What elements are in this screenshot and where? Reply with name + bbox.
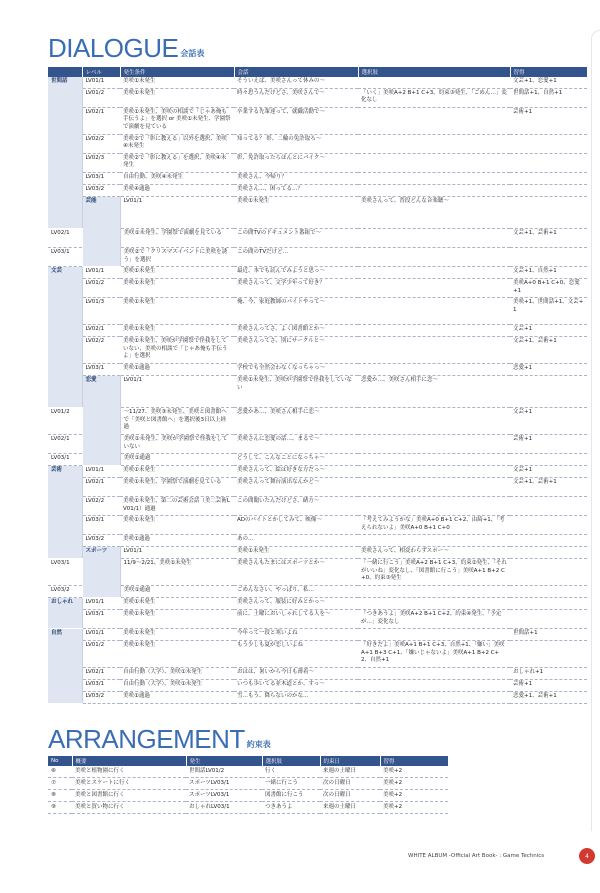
dialogue-level: LV03/1 [48, 559, 82, 586]
dialogue-gain: 世間話+1、自然+1 [510, 89, 587, 108]
dialogue-level: LV01/1 [82, 267, 120, 279]
arrangement-row [48, 778, 448, 790]
dialogue-talk: 美咲さんに恋愛の話…、まるで〜 [234, 435, 358, 454]
dialogue-row [48, 466, 587, 478]
dialogue-row [48, 435, 587, 454]
dialogue-condition: 自由行動（大学）、美咲①未発生 [120, 680, 234, 692]
dialogue-row [48, 559, 587, 586]
arr-date: 来週の土曜日 [320, 802, 380, 814]
dialogue-choice [510, 376, 587, 408]
dialogue-condition: 美咲①未発生 [120, 325, 234, 337]
dialogue-level: LV01/1 [82, 598, 120, 610]
dialogue-header-row [48, 67, 587, 77]
dialogue-row [48, 337, 587, 364]
dialogue-row [48, 408, 587, 435]
dialogue-choice [358, 535, 510, 547]
dialogue-talk: 美咲さんって、文学少年って好き？ [234, 279, 358, 298]
arr-trigger: おしゃれLV03/1 [186, 802, 262, 814]
dialogue-choice [510, 197, 587, 229]
dialogue-row [48, 279, 587, 298]
arr-header-trigger: 発生 [186, 756, 262, 766]
dialogue-gain [510, 248, 587, 267]
arrangement-header-row [48, 756, 448, 766]
dialogue-choice [358, 364, 510, 376]
dialogue-choice [358, 229, 510, 248]
dialogue-row [48, 516, 587, 535]
dialogue-level: LV01/1 [82, 466, 120, 478]
dialogue-condition: 美咲①通過 [120, 535, 234, 547]
header-gain: 習得 [510, 67, 587, 77]
dialogue-talk: 美咲さんって、服装に好みとかっ〜 [234, 598, 358, 610]
dialogue-gain [510, 641, 587, 668]
dialogue-row [48, 497, 587, 516]
dialogue-level: LV03/1 [48, 248, 82, 267]
dialogue-choice [358, 598, 510, 610]
dialogue-level: LV02/2 [82, 337, 120, 364]
dialogue-talk: 知ってる？ 彰、二輪の免許取ろ〜 [234, 135, 358, 154]
dialogue-row [48, 629, 587, 641]
dialogue-level: LV01/1 [82, 77, 120, 89]
arr-summary: 美咲と買い物に行く [72, 802, 186, 814]
dialogue-condition: 美咲①未発生、第二の芸術会話（美二芸術LV01/1）通過 [120, 497, 234, 516]
dialogue-choice [358, 497, 510, 516]
dialogue-choice [358, 154, 510, 173]
arr-trigger: スポーツLV03/1 [186, 790, 262, 802]
dialogue-choice [358, 337, 510, 364]
arr-no: ⑧ [48, 790, 72, 802]
dialogue-choice [358, 478, 510, 497]
dialogue-gain: 文芸+1、芸術+1 [510, 337, 587, 364]
dialogue-condition: 美咲④通過 [120, 185, 234, 197]
header-condition: 発生条件 [120, 67, 234, 77]
arrangement-body [48, 766, 448, 814]
arr-header-choice: 選択肢 [262, 756, 320, 766]
dialogue-talk: ADのバイトとかしてみて、映像〜 [234, 516, 358, 535]
arr-no: ⑦ [48, 778, 72, 790]
dialogue-talk: 恋愛か…、美咲さん相手に恋〜 [358, 376, 510, 408]
dialogue-level: LV01/1 [120, 197, 234, 229]
dialogue-row [48, 197, 587, 229]
dialogue-talk: 美咲さんって舞台演出なんかど〜 [234, 478, 358, 497]
dialogue-condition: 美咲①未発生 [120, 298, 234, 325]
arrangement-subtitle: 約束表 [246, 740, 271, 749]
page-edge-decoration [591, 30, 600, 831]
dialogue-level: LV03/1 [82, 516, 120, 535]
dialogue-level: LV02/1 [82, 668, 120, 680]
dialogue-row [48, 598, 587, 610]
arr-choice: 一緒に行こう [262, 778, 320, 790]
dialogue-gain [510, 173, 587, 185]
dialogue-condition: 美咲①未発生 [120, 267, 234, 279]
dialogue-condition: 美咲①未発生 [120, 610, 234, 629]
dialogue-row [48, 535, 587, 547]
dialogue-choice [358, 668, 510, 680]
dialogue-talk: 今年って一段と寒いよね [234, 629, 358, 641]
dialogue-talk: 美咲さん、今帰り？ [234, 173, 358, 185]
dialogue-choice [358, 408, 510, 435]
arr-summary: 美咲と図書館に行く [72, 790, 186, 802]
arr-trigger: 世間話LV01/2 [186, 766, 262, 778]
dialogue-gain: 美咲A+0 B+1 C+0、恋愛+1 [510, 279, 587, 298]
dialogue-choice [358, 77, 510, 89]
arr-header-no: No [48, 756, 72, 766]
dialogue-row [48, 364, 587, 376]
dialogue-choice [358, 298, 510, 325]
dialogue-choice [358, 185, 510, 197]
dialogue-talk: 美咲さんって、絵は好きな方だっ〜 [234, 466, 358, 478]
arr-choice: 図書館に行こう [262, 790, 320, 802]
arr-gain: 美咲+2 [380, 778, 448, 790]
dialogue-condition: 美咲①未発生 [120, 466, 234, 478]
dialogue-category: 世間話 [48, 77, 82, 229]
dialogue-level: LV03/1 [82, 364, 120, 376]
dialogue-choice [510, 547, 587, 559]
dialogue-talk: 最近、本でも読んでみようと思っ〜 [234, 267, 358, 279]
arr-trigger: スポーツLV03/1 [186, 778, 262, 790]
dialogue-condition: 美咲①未発生 [120, 279, 234, 298]
dialogue-row [48, 325, 587, 337]
dialogue-level: LV02/3 [82, 154, 120, 173]
dialogue-gain: 世間話+1 [510, 629, 587, 641]
arrangement-row [48, 802, 448, 814]
dialogue-level: LV03/1 [82, 610, 120, 629]
dialogue-row [48, 89, 587, 108]
dialogue-row [48, 680, 587, 692]
dialogue-category: 恋愛 [82, 376, 120, 466]
dialogue-condition: 美咲①未発生 [120, 516, 234, 535]
dialogue-gain: 美咲+1、世間話+1、文芸+1 [510, 298, 587, 325]
arrangement-row [48, 790, 448, 802]
dialogue-gain: 文芸+1 [510, 466, 587, 478]
dialogue-choice [358, 108, 510, 135]
dialogue-gain: 文芸+1、芸術+1 [510, 478, 587, 497]
dialogue-level: LV03/2 [82, 185, 120, 197]
dialogue-condition: 美咲①未発生、美咲が学園祭で怪我をしていない、美咲の相談で「じゃあ俺も手伝うよ」を選択 [120, 337, 234, 364]
dialogue-gain [510, 154, 587, 173]
dialogue-gain [510, 559, 587, 586]
dialogue-talk: どうして、こんなことになっちゃ〜 [234, 454, 358, 466]
dialogue-level: LV03/2 [82, 535, 120, 547]
dialogue-level: LV02/1 [82, 325, 120, 337]
dialogue-choice [358, 692, 510, 704]
dialogue-choice [358, 454, 510, 466]
dialogue-talk: 彰、免許取ったらほんとにバイク〜 [234, 154, 358, 173]
arr-header-date: 約束日 [320, 756, 380, 766]
dialogue-row [48, 668, 587, 680]
dialogue-choice [358, 267, 510, 279]
dialogue-talk: 時々思うんだけどさ、美咲さんで〜 [234, 89, 358, 108]
arr-header-summary: 概要 [72, 756, 186, 766]
arr-summary: 美咲とスケートに行く [72, 778, 186, 790]
arrangement-title: ARRANGEMENT [48, 724, 245, 754]
dialogue-choice [358, 279, 510, 298]
dialogue-condition: 美咲①未発生、美咲が学園祭で怪我をしていない [120, 435, 234, 454]
dialogue-gain: 文芸+1、恋愛+1 [510, 77, 587, 89]
dialogue-gain [510, 586, 587, 598]
arrangement-heading [48, 726, 271, 752]
dialogue-choice [358, 173, 510, 185]
dialogue-row [48, 185, 587, 197]
dialogue-category: 文芸 [48, 267, 82, 408]
dialogue-level: LV03/2 [82, 692, 120, 704]
dialogue-row [48, 692, 587, 704]
dialogue-gain: 恋愛+1、芸術+1 [510, 692, 587, 704]
dialogue-talk: もう少しも夏が恋しいよね [234, 641, 358, 668]
dialogue-condition: 美咲②で「彰に教える」を選択、美咲④未発生 [120, 154, 234, 173]
dialogue-row [48, 248, 587, 267]
dialogue-choice [358, 135, 510, 154]
dialogue-condition: 美咲①通過 [120, 692, 234, 704]
dialogue-talk: おはは、暑いから今日も薄着〜 [234, 668, 358, 680]
dialogue-condition: 美咲①未発生 [234, 547, 358, 559]
dialogue-talk: 恋愛かあ…、美咲さん相手に恋〜 [234, 408, 358, 435]
dialogue-gain [510, 598, 587, 610]
dialogue-choice: 「つきあうよ」美咲A+2 B+1 C+2、約束④発生、「予定が…」変化なし [358, 610, 510, 629]
dialogue-talk: この間TVのドキュメント番組で〜 [234, 229, 358, 248]
page-number: 4 [579, 848, 595, 864]
dialogue-choice [358, 466, 510, 478]
dialogue-condition: 自由行動（大学）、美咲①未発生 [120, 668, 234, 680]
dialogue-choice [358, 586, 510, 598]
dialogue-row [48, 610, 587, 629]
dialogue-row [48, 376, 587, 408]
dialogue-row [48, 547, 587, 559]
dialogue-condition: 美咲①未発生 [120, 641, 234, 668]
dialogue-level: LV03/1 [82, 680, 120, 692]
dialogue-choice [358, 248, 510, 267]
dialogue-gain [510, 185, 587, 197]
dialogue-condition: 美咲①未発生 [234, 197, 358, 229]
dialogue-level: LV01/2 [82, 641, 120, 668]
dialogue-condition: 〜11/27、美咲③未発生、美咲と図書館へで「美咲と図書館へ」を選択後3日以上経過 [120, 408, 234, 435]
dialogue-talk: この間のTVだけど… [234, 248, 358, 267]
dialogue-body [48, 77, 587, 704]
dialogue-talk: 美咲さんって、相変わらずスポー〜 [358, 547, 510, 559]
dialogue-condition: 美咲①未発生 [120, 89, 234, 108]
dialogue-talk: 俺、今、家庭教師のバイトやって〜 [234, 298, 358, 325]
dialogue-talk: 美咲さんってさ、別にサークルと〜 [234, 337, 358, 364]
dialogue-level: LV01/3 [82, 298, 120, 325]
dialogue-level: LV02/2 [82, 135, 120, 154]
dialogue-level: LV01/1 [120, 376, 234, 408]
dialogue-gain [510, 535, 587, 547]
dialogue-heading [48, 35, 204, 61]
dialogue-condition: 美咲①未発生、学園祭で演劇を見ている [120, 478, 234, 497]
dialogue-choice [358, 629, 510, 641]
dialogue-talk: 美咲さんもたまにはスポーツとか〜 [234, 559, 358, 586]
dialogue-level: LV01/1 [82, 629, 120, 641]
dialogue-level: LV02/2 [82, 497, 120, 516]
dialogue-talk: そういえば、美咲さんって休みの〜 [234, 77, 358, 89]
dialogue-row [48, 108, 587, 135]
dialogue-row [48, 229, 587, 248]
dialogue-level: LV01/1 [120, 547, 234, 559]
dialogue-row [48, 641, 587, 668]
dialogue-condition: 11/9〜2/21、美咲①未発生 [120, 559, 234, 586]
arr-date: 来週の土曜日 [320, 766, 380, 778]
dialogue-condition: 美咲①通過 [120, 586, 234, 598]
arrangement-row [48, 766, 448, 778]
dialogue-talk: 卒業する先輩達って、就職活動で〜 [234, 108, 358, 135]
arr-gain: 美咲+2 [380, 766, 448, 778]
dialogue-gain: おしゃれ+1 [510, 668, 587, 680]
dialogue-row [48, 154, 587, 173]
footer-text: WHITE ALBUM -Official Art Book- : Game Technics [408, 853, 545, 859]
dialogue-level: LV03/2 [48, 586, 82, 598]
arr-choice: 行く [262, 766, 320, 778]
dialogue-title: DIALOGUE [48, 33, 179, 63]
dialogue-condition: 美咲①通過 [120, 364, 234, 376]
dialogue-gain: 芸術+1 [510, 435, 587, 454]
dialogue-talk: 美咲さんってさ、よく図書館とか〜 [234, 325, 358, 337]
dialogue-talk: この間聞いたんだけどさ、緒方〜 [234, 497, 358, 516]
arr-no: ⑨ [48, 802, 72, 814]
dialogue-condition: 美咲①未発生 [120, 77, 234, 89]
dialogue-row [48, 586, 587, 598]
arr-gain: 美咲+2 [380, 802, 448, 814]
dialogue-talk: ごめんなさい、やっぱり、私… [234, 586, 358, 598]
dialogue-row [48, 135, 587, 154]
header-choice: 選択肢 [358, 67, 510, 77]
dialogue-gain: 文芸+1、自然+1 [510, 267, 587, 279]
dialogue-gain [510, 135, 587, 154]
header-level: レベル [82, 67, 120, 77]
dialogue-condition: 美咲①未発生 [120, 629, 234, 641]
dialogue-condition: 美咲②で「クリスマスイベントに美咲を誘う」を選択 [120, 248, 234, 267]
dialogue-condition: 美咲①通過 [120, 454, 234, 466]
dialogue-category: スポーツ [82, 547, 120, 598]
dialogue-row [48, 173, 587, 185]
dialogue-gain [510, 497, 587, 516]
dialogue-row [48, 267, 587, 279]
dialogue-category: 自然 [48, 629, 82, 704]
dialogue-talk: 学校でも全然会わなくなっちゃっ〜 [234, 364, 358, 376]
dialogue-level: LV02/1 [82, 108, 120, 135]
dialogue-level: LV02/1 [82, 478, 120, 497]
dialogue-gain [510, 516, 587, 535]
dialogue-choice [358, 435, 510, 454]
dialogue-talk: 前に、土曜においしゃれしてる人を〜 [234, 610, 358, 629]
dialogue-level: LV02/1 [48, 435, 82, 454]
dialogue-table [48, 67, 587, 704]
dialogue-choice: 「一緒に行こう」美咲A+2 B+1 C+3、約束②発生、「それがいいね」変化なし、「図書館に行こう」美咲A+1 B+2 C+0、約束③発生 [358, 559, 510, 586]
arrangement-table [48, 756, 449, 814]
dialogue-condition: 自由行動、美咲④未発生 [120, 173, 234, 185]
dialogue-gain: 恋愛+1 [510, 364, 587, 376]
header-category [48, 67, 82, 77]
dialogue-gain: 芸術+1 [510, 108, 587, 135]
dialogue-row [48, 478, 587, 497]
dialogue-row [48, 454, 587, 466]
dialogue-talk: あの… [234, 535, 358, 547]
dialogue-gain: 文芸+1、芸術+1 [510, 229, 587, 248]
arr-gain: 美咲+2 [380, 790, 448, 802]
dialogue-choice: 「好きだよ」美咲A+1 B+1 C+3、自然+1、「嫌い」美咲A+1 B+3 C+1、「嫌いじゃないよ」美咲A+1 B+2 C+2、自然+1 [358, 641, 510, 668]
dialogue-choice [358, 325, 510, 337]
dialogue-choice: 「いく」美咲A+2 B+1 C+3、約束③発生、「ごめん…」変化なし [358, 89, 510, 108]
header-talk: 会話 [234, 67, 358, 77]
dialogue-condition: 美咲①未発生、美咲の相談で「じゃあ俺も手伝うよ」を選択 or 美咲①未発生、学園祭で演劇を見ている [120, 108, 234, 135]
dialogue-gain [510, 454, 587, 466]
arr-summary: 美咲と植物園に行く [72, 766, 186, 778]
dialogue-talk: 雪…もう、降らないのかな… [234, 692, 358, 704]
dialogue-condition: 美咲①未発生、美咲が学園祭で怪我をしていない [234, 376, 358, 408]
dialogue-choice: 「考えてみようかな」美咲A+0 B+1 C+2、由綺+1、「考えられないよ」美咲A+0 B+1 C+0 [358, 516, 510, 535]
dialogue-talk: 美咲さんって、普段どんな音楽聴〜 [358, 197, 510, 229]
arr-header-gain: 習得 [380, 756, 448, 766]
dialogue-gain: 文芸+1 [510, 408, 587, 435]
arr-choice: つきあうよ [262, 802, 320, 814]
dialogue-subtitle: 会話表 [180, 49, 205, 58]
dialogue-row [48, 77, 587, 89]
dialogue-level: LV01/2 [82, 279, 120, 298]
dialogue-level: LV03/1 [48, 454, 82, 466]
dialogue-level: LV01/2 [82, 89, 120, 108]
dialogue-gain: 芸術+1 [510, 680, 587, 692]
dialogue-level: LV02/1 [48, 229, 82, 248]
dialogue-condition: 美咲②で「彰に教える」以外を選択、美咲④未発生 [120, 135, 234, 154]
dialogue-category: おしゃれ [48, 598, 82, 629]
dialogue-level: LV03/1 [82, 173, 120, 185]
dialogue-category: 芸能 [82, 197, 120, 267]
dialogue-condition: 美咲①未発生、学園祭で演劇を見ている [120, 229, 234, 248]
dialogue-choice [358, 680, 510, 692]
arr-date: 次の日曜日 [320, 778, 380, 790]
dialogue-row [48, 298, 587, 325]
arr-no: ⑥ [48, 766, 72, 778]
dialogue-category: 芸術 [48, 466, 82, 559]
dialogue-talk: 美咲さん…、困ってる…？ [234, 185, 358, 197]
dialogue-level: LV01/2 [48, 408, 82, 435]
arr-date: 次の日曜日 [320, 790, 380, 802]
dialogue-gain: 文芸+1 [510, 325, 587, 337]
dialogue-talk: いつも歩いてる並木道とか、すっ〜 [234, 680, 358, 692]
dialogue-condition: 美咲①未発生 [120, 598, 234, 610]
dialogue-gain [510, 610, 587, 629]
